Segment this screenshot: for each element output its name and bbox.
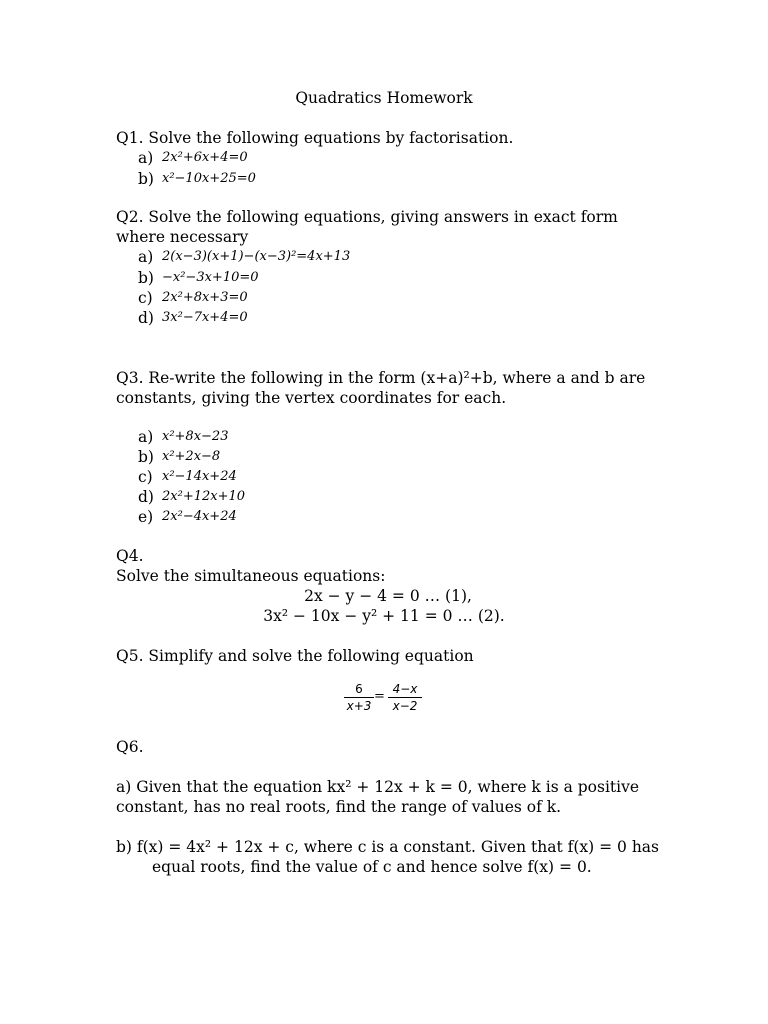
q3-item-c-label: c) [138, 468, 153, 486]
q2-item-b-expr: −x²−3x+10=0 [162, 270, 259, 285]
q1-item-b-expr: x²−10x+25=0 [162, 171, 256, 186]
q6-part-a-line2: constant, has no real roots, find the range of values of k. [116, 798, 562, 816]
q5-heading: Q5. Simplify and solve the following equation [116, 647, 474, 665]
q1-item-a-expr: 2x²+6x+4=0 [162, 150, 248, 165]
q4-heading: Q4. [116, 547, 144, 565]
q3-heading-line1: Q3. Re-write the following in the form (x+a)²+b, where a and b are [116, 369, 646, 387]
q2-item-b-label: b) [138, 269, 154, 287]
q5-equation [344, 681, 434, 721]
q6-part-b-line1: b) f(x) = 4x² + 12x + c, where c is a constant. Given that f(x) = 0 has [116, 838, 660, 856]
q5-lhs-numerator: 6 [355, 682, 363, 696]
q2-item-a-label: a) [138, 248, 154, 266]
q4-equation-2: 3x² − 10x − y² + 11 = 0 … (2). [263, 607, 505, 625]
q3-item-d-expr: 2x²+12x+10 [162, 489, 246, 504]
q5-equals-sign: = [374, 689, 385, 704]
q3-item-e-expr: 2x²−4x+24 [162, 509, 237, 524]
q3-item-e-label: e) [138, 508, 154, 526]
q3-item-c-expr: x²−14x+24 [162, 469, 237, 484]
q3-item-a-expr: x²+8x−23 [162, 429, 229, 444]
q2-heading-line2: where necessary [116, 228, 249, 246]
q3-item-b-label: b) [138, 448, 154, 466]
q5-lhs-denominator: x+3 [346, 699, 372, 713]
q2-item-d-expr: 3x²−7x+4=0 [162, 310, 248, 325]
q5-rhs-fraction [388, 681, 422, 714]
q6-part-b-line2: equal roots, find the value of c and hence solve f(x) = 0. [152, 858, 592, 876]
q2-item-c-label: c) [138, 289, 153, 307]
q3-item-d-label: d) [138, 488, 154, 506]
q1-item-a-label: a) [138, 149, 154, 167]
q2-item-d-label: d) [138, 309, 154, 327]
q1-item-b-label: b) [138, 170, 154, 188]
q4-intro: Solve the simultaneous equations: [116, 567, 386, 585]
q1-heading: Q1. Solve the following equations by factorisation. [116, 129, 514, 147]
q3-item-b-expr: x²+2x−8 [162, 449, 221, 464]
q2-item-a-expr: 2(x−3)(x+1)−(x−3)²=4x+13 [162, 249, 351, 264]
q5-rhs-numerator: 4−x [392, 682, 418, 696]
q3-item-a-label: a) [138, 428, 154, 446]
q6-heading: Q6. [116, 738, 144, 756]
q4-equation-1: 2x − y − 4 = 0 … (1), [304, 587, 472, 605]
q5-lhs-fraction [344, 681, 374, 714]
q2-item-c-expr: 2x²+8x+3=0 [162, 290, 248, 305]
q2-heading-line1: Q2. Solve the following equations, giving answers in exact form [116, 208, 618, 226]
page-title: Quadratics Homework [295, 89, 473, 107]
q3-heading-line2: constants, giving the vertex coordinates for each. [116, 389, 507, 407]
q6-part-a-line1: a) Given that the equation kx² + 12x + k = 0, where k is a positive [116, 778, 640, 796]
q5-rhs-denominator: x−2 [392, 699, 418, 713]
